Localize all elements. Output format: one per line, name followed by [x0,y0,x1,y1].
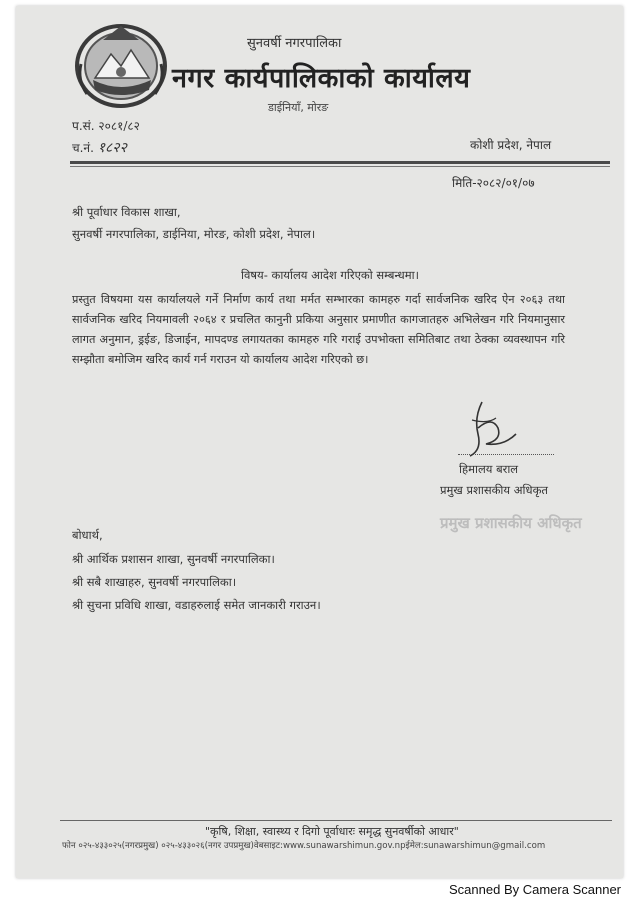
footer-slogan: "कृषि, शिक्षा, स्वास्थ्य र दिगो पूर्वाधारः समृद्ध सुनवर्षीको आधार" [205,825,459,838]
chalani-value: १८२२ [97,140,127,156]
cc-item: श्री सुचना प्रविधि शाखा, वडाहरुलाई समेत जानकारी गराउन। [72,598,321,612]
municipality-name: सुनवर्षी नगरपालिका [247,36,342,51]
chalani-label: च.नं. [72,141,94,155]
signature-icon [452,398,524,460]
signatory-title: प्रमुख प्रशासकीय अधिकृत [440,483,548,497]
subject-line: विषय- कार्यालय आदेश गरिएको सम्बन्धमा। [241,268,419,282]
signatory-name: हिमालय बराल [459,462,519,476]
addressee-line-2: सुनवर्षी नगरपालिका, डाईनिया, मोरङ, कोशी प्रदेश, नेपाल। [72,227,316,241]
office-location: डाईनियाँ, मोरङ [268,101,329,114]
scanner-watermark: Scanned By Camera Scanner [449,882,621,897]
footer-rule [60,820,612,821]
header-rule-thick [70,161,610,164]
patra-sankhya [72,117,140,134]
cc-item: श्री आर्थिक प्रशासन शाखा, सुनवर्षी नगरपालिका। [72,552,275,566]
nepal-emblem-icon [73,20,169,110]
body-paragraph: प्रस्तुत विषयमा यस कार्यालयले गर्ने निर्माण कार्य तथा मर्मत सम्भारका कामहरु गर्दा सार्वजनिक खरिद ऐन २०६३ तथा सार्वजनिक खरिद नियमावली २०६४ र प्रचलित कानुनी प्रकिया अनुसार प्रमाणीत कागजातहरु अभिलेखन गरि नियमानुसार लागत अनुमान, ड्रईङ, डिजाईन, मापदण्ड लगायतका कामहरु गरि गराई उपभोक्ता समितिबाट तथा ठेक्का व्यवस्थापन गरि सम्झौता बमोजिम खरिद कार्य गर्न गराउन यो कार्यालय आदेश गरिएको छ। [72,293,565,366]
cc-item: श्री सबै शाखाहरु, सुनवर्षी नगरपालिका। [72,575,237,589]
signatory-stamp: प्रमुख प्रशासकीय अधिकृत [440,514,582,532]
province-label: कोशी प्रदेश, नेपाल [470,138,552,152]
patra-sankhya-label: प.सं. [72,119,95,133]
addressee-line-1: श्री पूर्वाधार विकास शाखा, [72,205,181,219]
footer-contact: फोन ०२५-४३३०२५(नगरप्रमुख) ०२५-४३३०२६(नगर उपप्रमुख)वेबसाइट:www.sunawarshimun.gov.npईमेल:sunawarshimun@gmail.com [62,841,546,851]
letter-date: मिति-२०८२/०१/०७ [452,176,535,190]
patra-sankhya-value: २०८१/८२ [98,119,140,133]
office-title: नगर कार्यपालिकाको कार्यालय [172,63,471,94]
header-rule-thin [70,166,610,167]
signature-line [458,454,554,455]
cc-label: बोधार्थ, [72,528,103,542]
chalani-number [72,138,127,157]
